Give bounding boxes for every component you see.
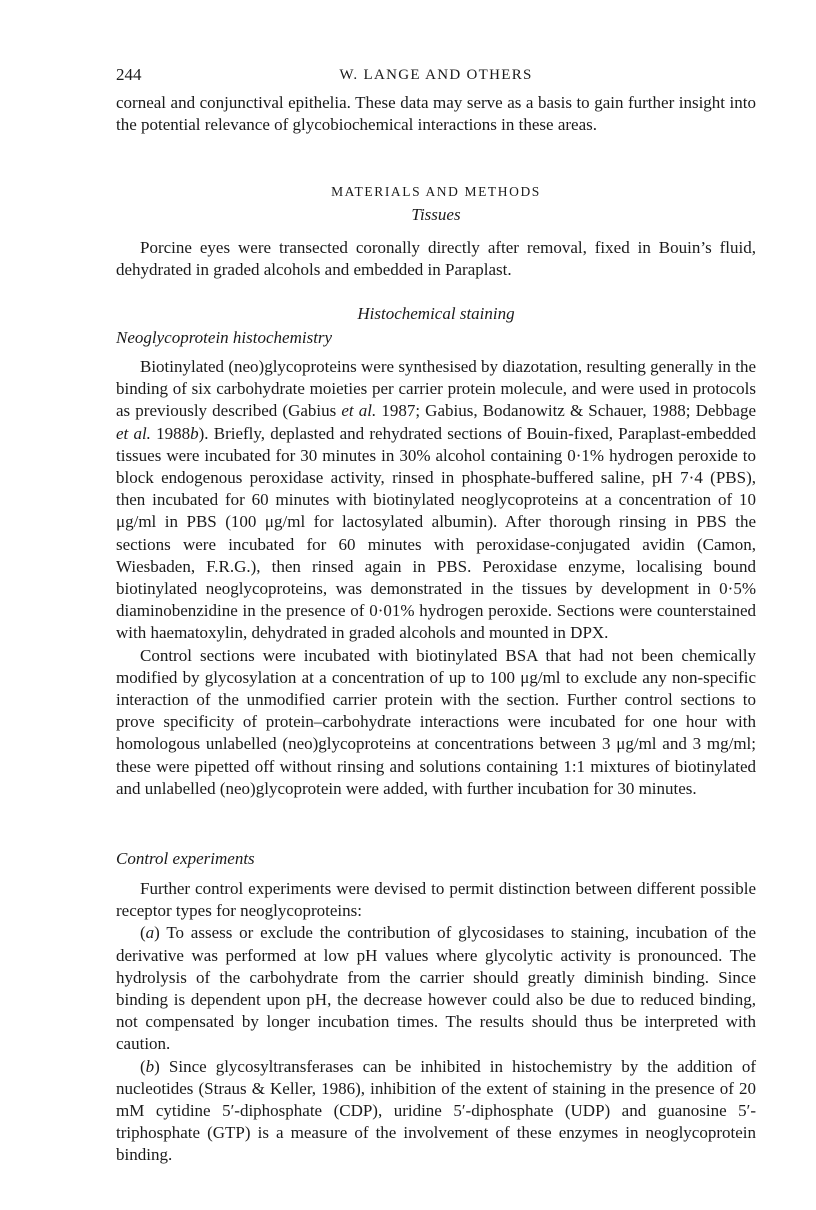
section-title: MATERIALS AND METHODS — [331, 184, 541, 199]
page-number: 244 — [116, 65, 142, 84]
histochemistry-block — [116, 356, 756, 800]
histochemistry-paragraph-1 — [116, 356, 756, 645]
control-block — [116, 878, 756, 1167]
control-intro: Further control experiments were devised to permit distinction between different possible receptor types for neoglycoproteins: — [116, 879, 756, 921]
text-run: 1987; Gabius, Bodanowitz & Schauer, 1988; Debbage — [376, 401, 756, 421]
tissues-heading: Tissues — [411, 205, 461, 224]
neoglycoprotein-subheading: Neoglycoprotein histochemistry — [116, 328, 333, 347]
item-label: a — [145, 923, 155, 943]
item-label: b — [145, 1056, 155, 1076]
histochemical-heading: Histochemical staining — [357, 304, 515, 323]
tissues-paragraph: Porcine eyes were transected coronally directly after removal, fixed in Bouin’s fluid, dehydrated in graded alcohols and embedded in Paraplast. — [116, 238, 756, 280]
control-item-a: (a) To assess or exclude the contribution of glycosidases to staining, incubation of the derivative was performed at low pH values where glycolytic activity is pronounced. The hydrolysis of the carbohydrate from the carrier should greatly diminish binding. Since binding is dependent upon pH, the decrease however could also be due to reduced binding, not compensated by longer incubation times. The results should thus be interpreted with caution. — [116, 923, 756, 1054]
text-run: ). Briefly, deplasted and rehydrated sections of Bouin-fixed, Paraplast-embedded tissues were incubated for 30 minutes in 30% alcohol containing 0·1% hydrogen peroxide to block endogenous peroxidase activity, rinsed in phosphate-buffered saline, pH 7·4 (PBS), then incubated for 60 minutes with biotinylated neoglycoproteins at a concentration of 10 μg/ml in PBS (100 μg/ml for lactosylated albumin). After thorough rinsing in PBS the sections were incubated for 60 minutes with peroxidase-conjugated avidin (Camon, Wiesbaden, F.R.G.), then rinsed again in PBS. Peroxidase enzyme, localising bound biotinylated neoglycoproteins, was demonstrated in the tissues by development in 0·5% diaminobenzidine in the presence of 0·01% hydrogen peroxide. Sections were counterstained with haematoxylin, dehydrated in graded alcohols and mounted in DPX. — [116, 423, 756, 643]
text-run: 1988 — [150, 423, 191, 443]
et-al: et al. — [116, 423, 151, 443]
control-heading: Control experiments — [116, 849, 255, 868]
intro-continuation — [116, 92, 756, 136]
item-text: Since glycosyltransferases can be inhibited in histochemistry by the addition of nucleotides (Straus & Keller, 1986), inhibition of the extent of staining in the presence of 20 mM cytidine 5′-diphosphate (CDP), uridine 5′-diphosphate (UDP) and guanosine 5′-triphosphate (GTP) is a measure of the involvement of these enzymes in neoglycoprotein binding. — [116, 1056, 756, 1165]
running-head: W. LANGE AND OTHERS — [339, 67, 533, 83]
item-text: To assess or exclude the contribution of glycosidases to staining, incubation of the derivative was performed at low pH values where glycolytic activity is pronounced. The hydrolysis of the carbohydrate from the carrier should greatly diminish binding. Since binding is dependent upon pH, the decrease however could also be due to reduced binding, not compensated by longer incubation times. The results should thus be interpreted with caution. — [116, 923, 756, 1054]
histochemistry-paragraph-2: Control sections were incubated with biotinylated BSA that had not been chemically modified by glycosylation at a concentration of up to 100 μg/ml to exclude any non-specific interaction of the unmodified carrier protein with the section. Further control sections to prove specificity of protein–carbohydrate interactions were incubated for one hour with homologous unlabelled (neo)glycoproteins at concentrations between 3 μg/ml and 3 mg/ml; these were pipetted off without rinsing and solutions containing 1:1 mixtures of biotinylated and unlabelled (neo)glycoprotein were added, with further incubation for 30 minutes. — [116, 645, 756, 798]
text-run: Biotinylated (neo)glycoproteins were synthesised by diazotation, resulting generally in the binding of six carbohydrate moieties per carrier protein molecule, and were used in protocols as previously described (Gabius — [116, 357, 756, 421]
intro-paragraph: corneal and conjunctival epithelia. These data may serve as a basis to gain further insight into the potential relevance of glycobiochemical interactions in these areas. — [116, 93, 756, 135]
tissues-block — [116, 237, 756, 281]
page-header — [116, 64, 756, 86]
control-item-b: (b) Since glycosyltransferases can be inhibited in histochemistry by the addition of nucleotides (Straus & Keller, 1986), inhibition of the extent of staining in the presence of 20 mM cytidine 5′-diphosphate (CDP), uridine 5′-diphosphate (UDP) and guanosine 5′-triphosphate (GTP) is a measure of the involvement of these enzymes in neoglycoprotein binding. — [116, 1056, 756, 1165]
citation-letter: b — [190, 423, 199, 443]
et-al: et al. — [341, 401, 377, 421]
